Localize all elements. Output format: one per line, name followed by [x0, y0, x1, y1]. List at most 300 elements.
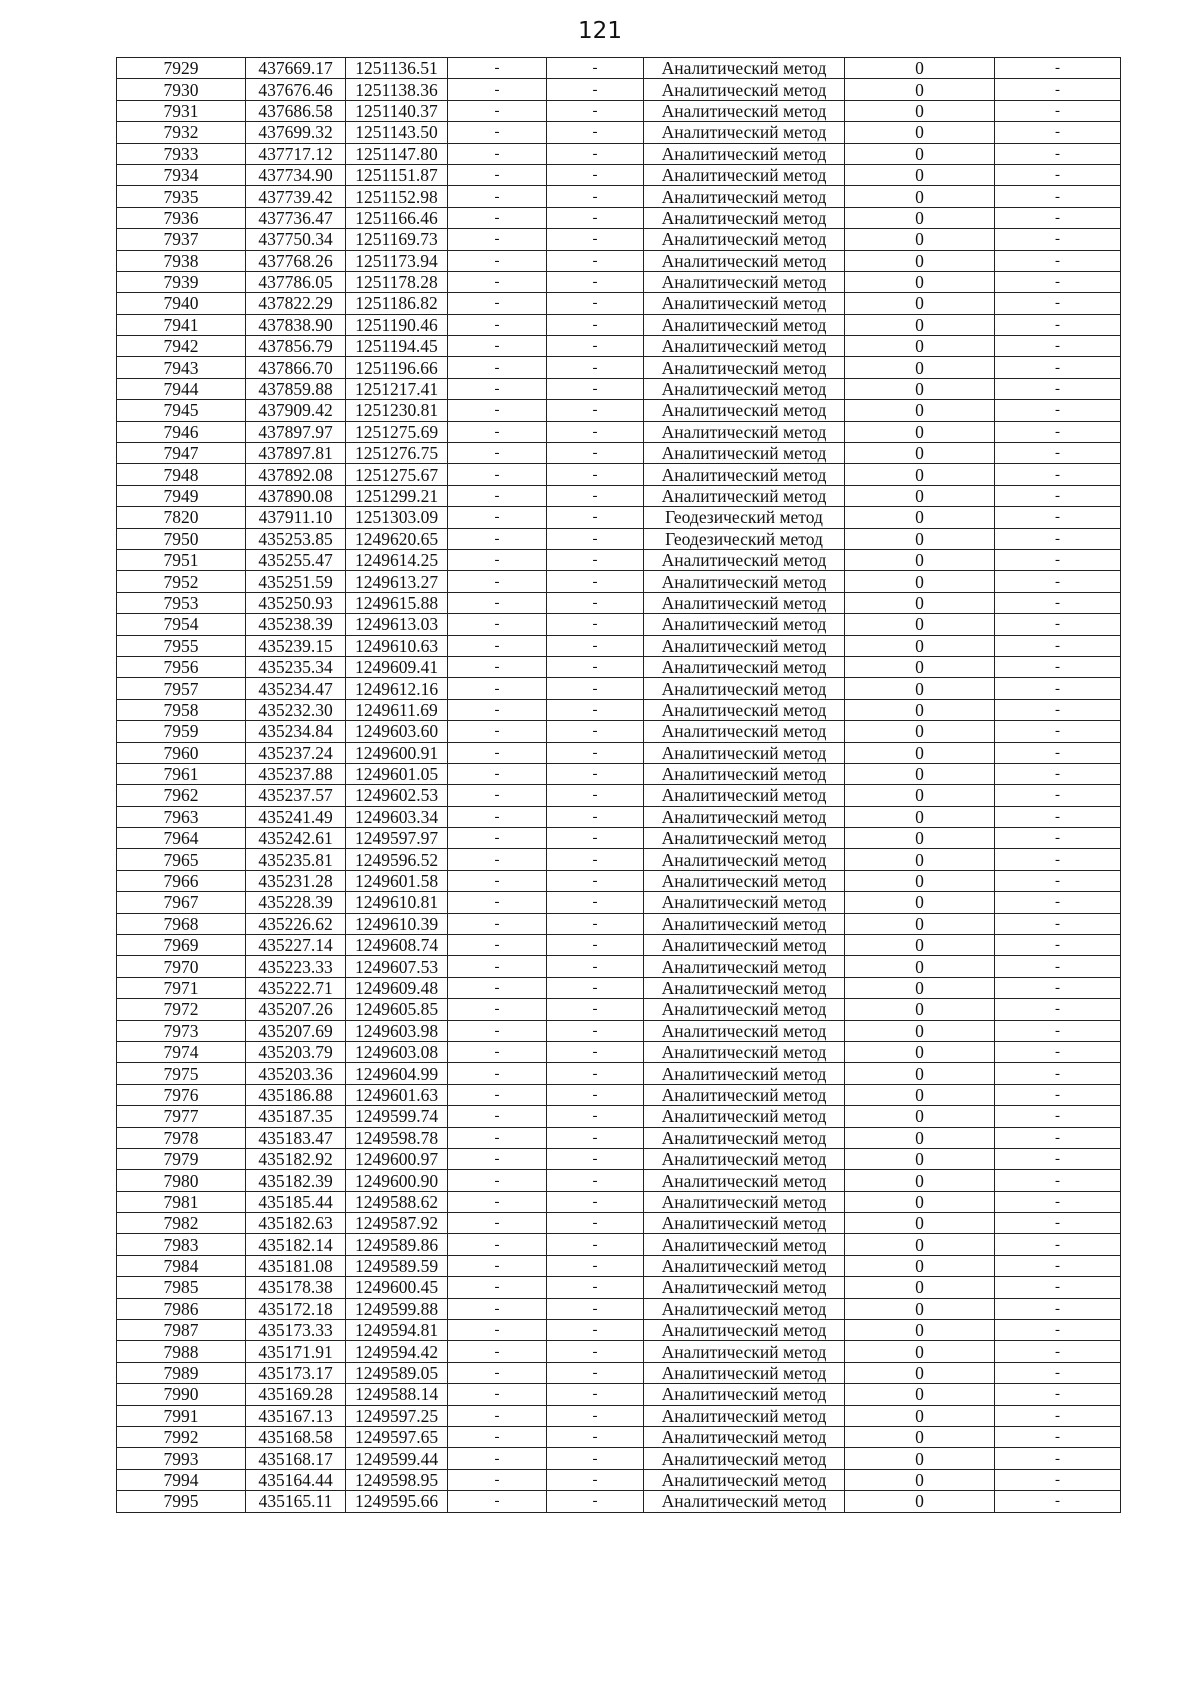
table-row: [117, 357, 1121, 378]
col5-dash-cell: -: [547, 336, 644, 357]
col8-dash-cell: -: [995, 1298, 1121, 1319]
method-cell: Аналитический метод: [644, 100, 845, 121]
col4-dash-cell: -: [448, 164, 547, 185]
method-cell: Аналитический метод: [644, 271, 845, 292]
y-coordinate-cell: 1249589.59: [346, 1255, 448, 1276]
value-cell: 0: [845, 571, 995, 592]
col5-dash-cell: -: [547, 1384, 644, 1405]
col5-dash-cell: -: [547, 870, 644, 891]
x-coordinate-cell: 437911.10: [246, 507, 346, 528]
method-cell: Аналитический метод: [644, 1041, 845, 1062]
value-cell: 0: [845, 378, 995, 399]
y-coordinate-cell: 1249599.74: [346, 1106, 448, 1127]
table-row: [117, 1405, 1121, 1426]
col5-dash-cell: -: [547, 1362, 644, 1383]
method-cell: Аналитический метод: [644, 1063, 845, 1084]
col8-dash-cell: -: [995, 849, 1121, 870]
col4-dash-cell: -: [448, 999, 547, 1020]
point-number-cell: 7981: [117, 1191, 246, 1212]
y-coordinate-cell: 1249608.74: [346, 935, 448, 956]
table-row: [117, 143, 1121, 164]
col5-dash-cell: -: [547, 1213, 644, 1234]
table-row: [117, 1362, 1121, 1383]
y-coordinate-cell: 1251230.81: [346, 400, 448, 421]
table-row: [117, 849, 1121, 870]
col4-dash-cell: -: [448, 913, 547, 934]
page-number: 121: [578, 18, 622, 44]
point-number-cell: 7942: [117, 336, 246, 357]
x-coordinate-cell: 435253.85: [246, 528, 346, 549]
method-cell: Геодезический метод: [644, 528, 845, 549]
table-row: [117, 913, 1121, 934]
table-row: [117, 549, 1121, 570]
table-row: [117, 999, 1121, 1020]
y-coordinate-cell: 1251196.66: [346, 357, 448, 378]
y-coordinate-cell: 1249620.65: [346, 528, 448, 549]
y-coordinate-cell: 1251275.69: [346, 421, 448, 442]
col8-dash-cell: -: [995, 1213, 1121, 1234]
table-row: [117, 1041, 1121, 1062]
col4-dash-cell: -: [448, 357, 547, 378]
col5-dash-cell: -: [547, 635, 644, 656]
point-number-cell: 7941: [117, 314, 246, 335]
x-coordinate-cell: 435238.39: [246, 614, 346, 635]
value-cell: 0: [845, 336, 995, 357]
point-number-cell: 7938: [117, 250, 246, 271]
col8-dash-cell: -: [995, 571, 1121, 592]
method-cell: Аналитический метод: [644, 464, 845, 485]
x-coordinate-cell: 435182.14: [246, 1234, 346, 1255]
y-coordinate-cell: 1249611.69: [346, 699, 448, 720]
y-coordinate-cell: 1249601.58: [346, 870, 448, 891]
point-number-cell: 7990: [117, 1384, 246, 1405]
col4-dash-cell: -: [448, 1384, 547, 1405]
y-coordinate-cell: 1249600.45: [346, 1277, 448, 1298]
col4-dash-cell: -: [448, 186, 547, 207]
y-coordinate-cell: 1249588.62: [346, 1191, 448, 1212]
table-row: [117, 100, 1121, 121]
y-coordinate-cell: 1249609.41: [346, 656, 448, 677]
value-cell: 0: [845, 464, 995, 485]
value-cell: 0: [845, 1362, 995, 1383]
col5-dash-cell: -: [547, 100, 644, 121]
x-coordinate-cell: 435234.47: [246, 678, 346, 699]
method-cell: Аналитический метод: [644, 1491, 845, 1512]
col5-dash-cell: -: [547, 656, 644, 677]
col5-dash-cell: -: [547, 143, 644, 164]
x-coordinate-cell: 435228.39: [246, 892, 346, 913]
table-row: [117, 250, 1121, 271]
y-coordinate-cell: 1249596.52: [346, 849, 448, 870]
value-cell: 0: [845, 977, 995, 998]
col8-dash-cell: -: [995, 1106, 1121, 1127]
method-cell: Аналитический метод: [644, 592, 845, 613]
y-coordinate-cell: 1249601.05: [346, 763, 448, 784]
col8-dash-cell: -: [995, 314, 1121, 335]
table-row: [117, 742, 1121, 763]
method-cell: Аналитический метод: [644, 1320, 845, 1341]
col4-dash-cell: -: [448, 250, 547, 271]
col8-dash-cell: -: [995, 1469, 1121, 1490]
value-cell: 0: [845, 400, 995, 421]
table-row: [117, 122, 1121, 143]
y-coordinate-cell: 1249612.16: [346, 678, 448, 699]
col4-dash-cell: -: [448, 785, 547, 806]
value-cell: 0: [845, 122, 995, 143]
value-cell: 0: [845, 1127, 995, 1148]
x-coordinate-cell: 437866.70: [246, 357, 346, 378]
col5-dash-cell: -: [547, 528, 644, 549]
col8-dash-cell: -: [995, 421, 1121, 442]
point-number-cell: 7960: [117, 742, 246, 763]
col4-dash-cell: -: [448, 892, 547, 913]
col5-dash-cell: -: [547, 1041, 644, 1062]
col8-dash-cell: -: [995, 1491, 1121, 1512]
x-coordinate-cell: 435185.44: [246, 1191, 346, 1212]
col4-dash-cell: -: [448, 314, 547, 335]
y-coordinate-cell: 1249594.42: [346, 1341, 448, 1362]
col5-dash-cell: -: [547, 507, 644, 528]
point-number-cell: 7991: [117, 1405, 246, 1426]
x-coordinate-cell: 435203.36: [246, 1063, 346, 1084]
col8-dash-cell: -: [995, 1234, 1121, 1255]
col4-dash-cell: -: [448, 485, 547, 506]
method-cell: Аналитический метод: [644, 1427, 845, 1448]
x-coordinate-cell: 437717.12: [246, 143, 346, 164]
table-row: [117, 186, 1121, 207]
table-row: [117, 785, 1121, 806]
value-cell: 0: [845, 592, 995, 613]
table-row: [117, 164, 1121, 185]
col5-dash-cell: -: [547, 935, 644, 956]
x-coordinate-cell: 437676.46: [246, 79, 346, 100]
point-number-cell: 7936: [117, 207, 246, 228]
col8-dash-cell: -: [995, 1063, 1121, 1084]
col4-dash-cell: -: [448, 1320, 547, 1341]
value-cell: 0: [845, 935, 995, 956]
value-cell: 0: [845, 614, 995, 635]
method-cell: Аналитический метод: [644, 1298, 845, 1319]
value-cell: 0: [845, 58, 995, 79]
value-cell: 0: [845, 357, 995, 378]
col4-dash-cell: -: [448, 507, 547, 528]
value-cell: 0: [845, 485, 995, 506]
x-coordinate-cell: 435173.33: [246, 1320, 346, 1341]
col5-dash-cell: -: [547, 400, 644, 421]
value-cell: 0: [845, 207, 995, 228]
method-cell: Аналитический метод: [644, 143, 845, 164]
value-cell: 0: [845, 1020, 995, 1041]
method-cell: Аналитический метод: [644, 314, 845, 335]
col4-dash-cell: -: [448, 977, 547, 998]
col5-dash-cell: -: [547, 721, 644, 742]
x-coordinate-cell: 435237.88: [246, 763, 346, 784]
x-coordinate-cell: 437739.42: [246, 186, 346, 207]
value-cell: 0: [845, 956, 995, 977]
point-number-cell: 7949: [117, 485, 246, 506]
y-coordinate-cell: 1249605.85: [346, 999, 448, 1020]
x-coordinate-cell: 437699.32: [246, 122, 346, 143]
y-coordinate-cell: 1249598.95: [346, 1469, 448, 1490]
method-cell: Аналитический метод: [644, 1213, 845, 1234]
value-cell: 0: [845, 314, 995, 335]
y-coordinate-cell: 1249609.48: [346, 977, 448, 998]
y-coordinate-cell: 1251194.45: [346, 336, 448, 357]
method-cell: Аналитический метод: [644, 400, 845, 421]
x-coordinate-cell: 435234.84: [246, 721, 346, 742]
point-number-cell: 7955: [117, 635, 246, 656]
col8-dash-cell: -: [995, 229, 1121, 250]
method-cell: Аналитический метод: [644, 635, 845, 656]
value-cell: 0: [845, 1148, 995, 1169]
col4-dash-cell: -: [448, 1020, 547, 1041]
col8-dash-cell: -: [995, 164, 1121, 185]
point-number-cell: 7969: [117, 935, 246, 956]
col5-dash-cell: -: [547, 1170, 644, 1191]
col5-dash-cell: -: [547, 892, 644, 913]
col4-dash-cell: -: [448, 421, 547, 442]
table-row: [117, 1277, 1121, 1298]
table-row: [117, 79, 1121, 100]
x-coordinate-cell: 435164.44: [246, 1469, 346, 1490]
col8-dash-cell: -: [995, 528, 1121, 549]
x-coordinate-cell: 437822.29: [246, 293, 346, 314]
col8-dash-cell: -: [995, 1341, 1121, 1362]
point-number-cell: 7965: [117, 849, 246, 870]
point-number-cell: 7945: [117, 400, 246, 421]
point-number-cell: 7971: [117, 977, 246, 998]
x-coordinate-cell: 437736.47: [246, 207, 346, 228]
col8-dash-cell: -: [995, 250, 1121, 271]
col5-dash-cell: -: [547, 1020, 644, 1041]
col5-dash-cell: -: [547, 421, 644, 442]
x-coordinate-cell: 435207.26: [246, 999, 346, 1020]
col8-dash-cell: -: [995, 79, 1121, 100]
col8-dash-cell: -: [995, 1448, 1121, 1469]
x-coordinate-cell: 435165.11: [246, 1491, 346, 1512]
col8-dash-cell: -: [995, 549, 1121, 570]
table-row: [117, 1491, 1121, 1512]
y-coordinate-cell: 1251151.87: [346, 164, 448, 185]
col4-dash-cell: -: [448, 635, 547, 656]
col4-dash-cell: -: [448, 143, 547, 164]
point-number-cell: 7986: [117, 1298, 246, 1319]
col4-dash-cell: -: [448, 1234, 547, 1255]
col4-dash-cell: -: [448, 1106, 547, 1127]
y-coordinate-cell: 1251152.98: [346, 186, 448, 207]
coordinates-table-body: [117, 58, 1121, 1513]
point-number-cell: 7970: [117, 956, 246, 977]
y-coordinate-cell: 1249613.03: [346, 614, 448, 635]
y-coordinate-cell: 1249587.92: [346, 1213, 448, 1234]
col5-dash-cell: -: [547, 549, 644, 570]
x-coordinate-cell: 435251.59: [246, 571, 346, 592]
value-cell: 0: [845, 828, 995, 849]
value-cell: 0: [845, 1298, 995, 1319]
col5-dash-cell: -: [547, 1191, 644, 1212]
y-coordinate-cell: 1249598.78: [346, 1127, 448, 1148]
point-number-cell: 7820: [117, 507, 246, 528]
x-coordinate-cell: 437897.97: [246, 421, 346, 442]
table-row: [117, 1020, 1121, 1041]
table-row: [117, 977, 1121, 998]
col4-dash-cell: -: [448, 100, 547, 121]
col8-dash-cell: -: [995, 870, 1121, 891]
value-cell: 0: [845, 1084, 995, 1105]
x-coordinate-cell: 437786.05: [246, 271, 346, 292]
col4-dash-cell: -: [448, 721, 547, 742]
x-coordinate-cell: 435203.79: [246, 1041, 346, 1062]
table-row: [117, 935, 1121, 956]
point-number-cell: 7948: [117, 464, 246, 485]
col4-dash-cell: -: [448, 293, 547, 314]
table-row: [117, 528, 1121, 549]
col5-dash-cell: -: [547, 250, 644, 271]
point-number-cell: 7931: [117, 100, 246, 121]
method-cell: Аналитический метод: [644, 229, 845, 250]
col4-dash-cell: -: [448, 870, 547, 891]
table-row: [117, 1084, 1121, 1105]
table-row: [117, 443, 1121, 464]
col5-dash-cell: -: [547, 378, 644, 399]
y-coordinate-cell: 1249603.60: [346, 721, 448, 742]
col4-dash-cell: -: [448, 1341, 547, 1362]
y-coordinate-cell: 1249614.25: [346, 549, 448, 570]
col5-dash-cell: -: [547, 58, 644, 79]
col4-dash-cell: -: [448, 443, 547, 464]
col8-dash-cell: -: [995, 892, 1121, 913]
col4-dash-cell: -: [448, 1213, 547, 1234]
col8-dash-cell: -: [995, 635, 1121, 656]
col8-dash-cell: -: [995, 186, 1121, 207]
col5-dash-cell: -: [547, 271, 644, 292]
x-coordinate-cell: 435242.61: [246, 828, 346, 849]
y-coordinate-cell: 1249607.53: [346, 956, 448, 977]
col8-dash-cell: -: [995, 143, 1121, 164]
point-number-cell: 7957: [117, 678, 246, 699]
col8-dash-cell: -: [995, 122, 1121, 143]
col4-dash-cell: -: [448, 336, 547, 357]
x-coordinate-cell: 435183.47: [246, 1127, 346, 1148]
method-cell: Аналитический метод: [644, 678, 845, 699]
col4-dash-cell: -: [448, 1405, 547, 1426]
col8-dash-cell: -: [995, 1277, 1121, 1298]
value-cell: 0: [845, 164, 995, 185]
col8-dash-cell: -: [995, 207, 1121, 228]
x-coordinate-cell: 435167.13: [246, 1405, 346, 1426]
col5-dash-cell: -: [547, 1063, 644, 1084]
y-coordinate-cell: 1249601.63: [346, 1084, 448, 1105]
method-cell: Аналитический метод: [644, 549, 845, 570]
x-coordinate-cell: 435187.35: [246, 1106, 346, 1127]
col8-dash-cell: -: [995, 678, 1121, 699]
col8-dash-cell: -: [995, 699, 1121, 720]
col4-dash-cell: -: [448, 742, 547, 763]
col4-dash-cell: -: [448, 956, 547, 977]
value-cell: 0: [845, 742, 995, 763]
y-coordinate-cell: 1249604.99: [346, 1063, 448, 1084]
x-coordinate-cell: 437686.58: [246, 100, 346, 121]
method-cell: Аналитический метод: [644, 443, 845, 464]
point-number-cell: 7972: [117, 999, 246, 1020]
point-number-cell: 7937: [117, 229, 246, 250]
col4-dash-cell: -: [448, 378, 547, 399]
y-coordinate-cell: 1249597.65: [346, 1427, 448, 1448]
col8-dash-cell: -: [995, 58, 1121, 79]
value-cell: 0: [845, 1491, 995, 1512]
x-coordinate-cell: 437669.17: [246, 58, 346, 79]
col5-dash-cell: -: [547, 1491, 644, 1512]
point-number-cell: 7952: [117, 571, 246, 592]
y-coordinate-cell: 1251186.82: [346, 293, 448, 314]
table-row: [117, 1384, 1121, 1405]
col5-dash-cell: -: [547, 79, 644, 100]
value-cell: 0: [845, 678, 995, 699]
method-cell: Аналитический метод: [644, 1234, 845, 1255]
table-row: [117, 400, 1121, 421]
point-number-cell: 7939: [117, 271, 246, 292]
method-cell: Аналитический метод: [644, 742, 845, 763]
method-cell: Аналитический метод: [644, 1405, 845, 1426]
y-coordinate-cell: 1251147.80: [346, 143, 448, 164]
x-coordinate-cell: 437892.08: [246, 464, 346, 485]
col5-dash-cell: -: [547, 956, 644, 977]
col8-dash-cell: -: [995, 592, 1121, 613]
method-cell: Аналитический метод: [644, 1362, 845, 1383]
table-row: [117, 1106, 1121, 1127]
value-cell: 0: [845, 507, 995, 528]
y-coordinate-cell: 1251136.51: [346, 58, 448, 79]
method-cell: Аналитический метод: [644, 378, 845, 399]
col5-dash-cell: -: [547, 229, 644, 250]
x-coordinate-cell: 435178.38: [246, 1277, 346, 1298]
col8-dash-cell: -: [995, 271, 1121, 292]
col8-dash-cell: -: [995, 1255, 1121, 1276]
table-row: [117, 1063, 1121, 1084]
value-cell: 0: [845, 1063, 995, 1084]
table-row: [117, 1427, 1121, 1448]
method-cell: Аналитический метод: [644, 79, 845, 100]
method-cell: Аналитический метод: [644, 849, 845, 870]
x-coordinate-cell: 437909.42: [246, 400, 346, 421]
col5-dash-cell: -: [547, 293, 644, 314]
point-number-cell: 7929: [117, 58, 246, 79]
col5-dash-cell: -: [547, 1084, 644, 1105]
value-cell: 0: [845, 721, 995, 742]
col4-dash-cell: -: [448, 1063, 547, 1084]
col5-dash-cell: -: [547, 999, 644, 1020]
y-coordinate-cell: 1251173.94: [346, 250, 448, 271]
value-cell: 0: [845, 100, 995, 121]
y-coordinate-cell: 1251166.46: [346, 207, 448, 228]
col4-dash-cell: -: [448, 1298, 547, 1319]
value-cell: 0: [845, 1405, 995, 1426]
x-coordinate-cell: 435168.17: [246, 1448, 346, 1469]
y-coordinate-cell: 1249603.08: [346, 1041, 448, 1062]
table-row: [117, 1255, 1121, 1276]
x-coordinate-cell: 435207.69: [246, 1020, 346, 1041]
value-cell: 0: [845, 1191, 995, 1212]
point-number-cell: 7988: [117, 1341, 246, 1362]
table-row: [117, 1320, 1121, 1341]
value-cell: 0: [845, 1277, 995, 1298]
col5-dash-cell: -: [547, 1127, 644, 1148]
col5-dash-cell: -: [547, 1234, 644, 1255]
col8-dash-cell: -: [995, 721, 1121, 742]
method-cell: Аналитический метод: [644, 357, 845, 378]
value-cell: 0: [845, 785, 995, 806]
table-row: [117, 1448, 1121, 1469]
